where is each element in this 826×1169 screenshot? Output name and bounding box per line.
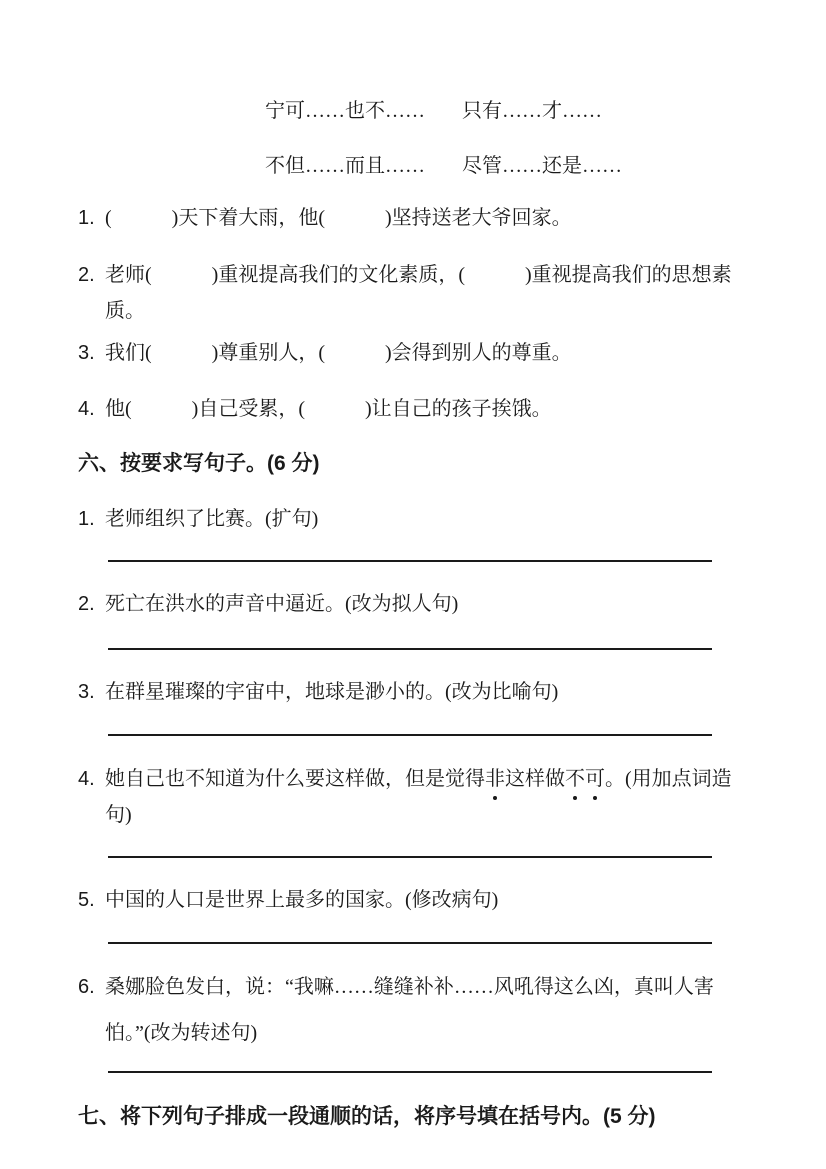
item-text: 死亡在洪水的声音中逼近。(改为拟人句) <box>105 593 459 615</box>
answer-line-4 <box>108 856 712 858</box>
item-text-pre: 她自己也不知道为什么要这样做，但是觉得 <box>105 768 485 790</box>
answer-line-1 <box>108 560 712 562</box>
item-number: 3. <box>78 342 95 364</box>
item-text: 老师( )重视提高我们的文化素质，( )重视提高我们的思想素质。 <box>105 264 732 322</box>
answer-line-6 <box>108 1071 712 1073</box>
emphasized-char: 非 <box>485 761 505 797</box>
item-text <box>105 761 746 833</box>
question-item-5 <box>78 882 746 918</box>
section-seven-title: 七、将下列句子排成一段通顺的话，将序号填在括号内。(5 分) <box>78 1105 656 1128</box>
fill-item-2 <box>78 257 746 329</box>
conjunction-pair: 宁可……也不…… <box>265 100 425 122</box>
question-item-3 <box>78 674 746 710</box>
item-text: 在群星璀璨的宇宙中，地球是渺小的。(改为比喻句) <box>105 681 559 703</box>
item-number: 4. <box>78 768 95 790</box>
item-number: 5. <box>78 889 95 911</box>
section-six-title: 六、按要求写句子。(6 分) <box>78 452 320 475</box>
answer-line-3 <box>108 734 712 736</box>
question-item-4 <box>78 761 746 833</box>
item-text-mid: 这样做 <box>505 768 565 790</box>
item-text: 桑娜脸色发白，说：“我嘛……缝缝补补……风吼得这么凶，真叫人害怕。”(改为转述句) <box>105 976 714 1044</box>
item-number: 1. <box>78 508 95 530</box>
item-number: 1. <box>78 207 95 229</box>
question-item-6 <box>78 964 746 1056</box>
conjunction-pair: 不但……而且…… <box>265 155 425 177</box>
answer-line-2 <box>108 648 712 650</box>
item-number: 4. <box>78 398 95 420</box>
item-text: 老师组织了比赛。(扩句) <box>105 508 319 530</box>
item-number: 2. <box>78 593 95 615</box>
item-text-post: 。(用加点词造句) <box>105 768 732 826</box>
document-body <box>0 97 826 1135</box>
conjunction-pair: 只有……才…… <box>462 100 602 122</box>
emphasized-char: 不 <box>565 761 585 797</box>
fill-item-3 <box>78 335 746 371</box>
item-text: 我们( )尊重别人，( )会得到别人的尊重。 <box>105 342 572 364</box>
question-item-2 <box>78 586 746 622</box>
fill-item-4 <box>78 391 746 427</box>
item-text: ( )天下着大雨，他( )坚持送老大爷回家。 <box>105 207 572 229</box>
conjunction-pair: 尽管……还是…… <box>462 155 622 177</box>
conjunction-row-2 <box>265 152 746 180</box>
item-number: 3. <box>78 681 95 703</box>
item-number: 2. <box>78 264 95 286</box>
item-text: 中国的人口是世界上最多的国家。(修改病句) <box>105 889 499 911</box>
emphasized-char: 可 <box>585 761 605 797</box>
item-text: 他( )自己受累，( )让自己的孩子挨饿。 <box>105 398 552 420</box>
conjunction-row-1 <box>265 97 746 125</box>
answer-line-5 <box>108 942 712 944</box>
question-item-1 <box>78 501 746 537</box>
fill-item-1 <box>78 200 746 236</box>
item-number: 6. <box>78 976 95 998</box>
